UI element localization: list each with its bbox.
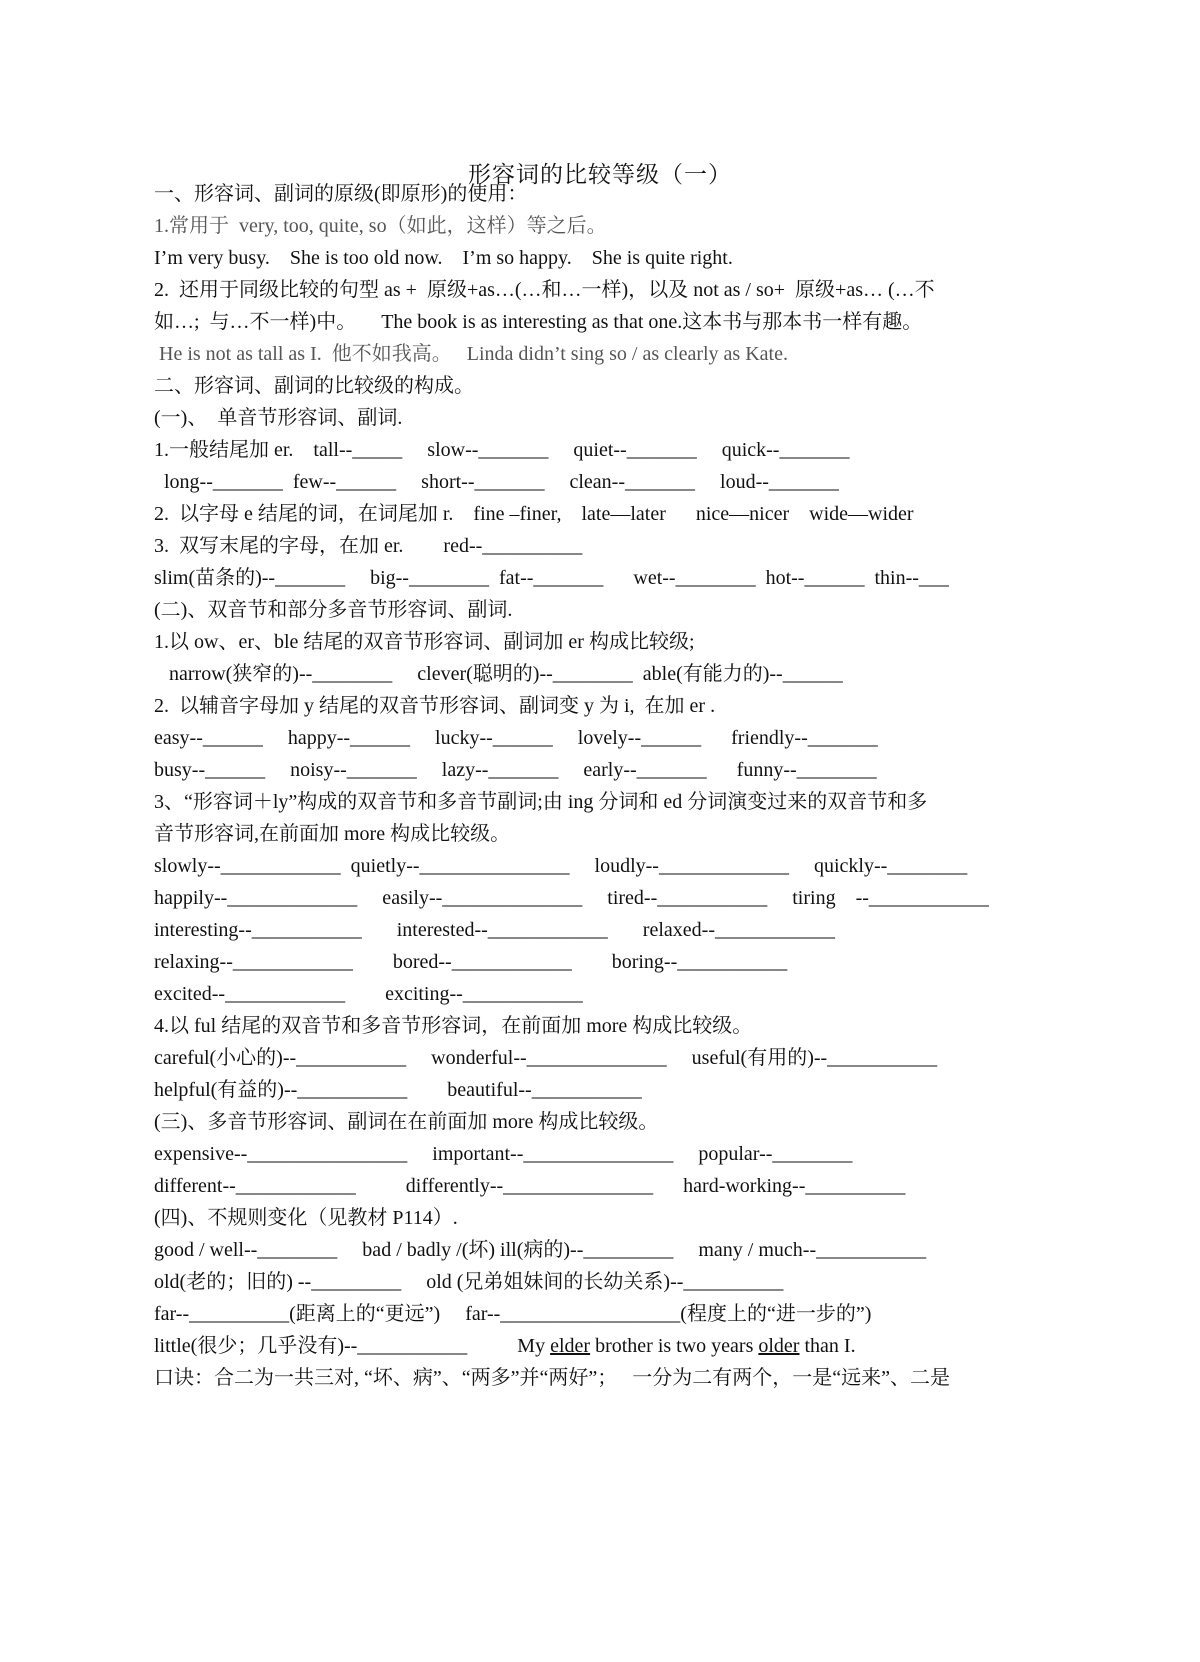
subsection-heading: (三)、多音节形容词、副词在在前面加 more 构成比较级。: [154, 1111, 659, 1133]
exercise-line: narrow(狭窄的)--________ clever(聪明的)--________ able(有能力的)--______: [154, 663, 843, 685]
exercise-line: careful(小心的)--___________ wonderful--______________ useful(有用的)--___________: [154, 1047, 938, 1069]
rule-line: 4.以 ful 结尾的双音节和多音节形容词，在前面加 more 构成比较级。: [154, 1015, 753, 1037]
subsection-heading: (一)、 单音节形容词、副词.: [154, 407, 403, 429]
underlined-word: older: [758, 1335, 800, 1357]
exercise-line: long--_______ few--______ short--_______ clean--_______ loud--_______: [154, 471, 839, 493]
exercise-line: far--__________(距离上的“更远”) far--__________________(程度上的“进一步的”): [154, 1303, 872, 1325]
exercise-line: excited--____________ exciting--____________: [154, 983, 583, 1005]
exercise-line: helpful(有益的)--___________ beautiful--___________: [154, 1079, 642, 1101]
exercise-line: interesting--___________ interested--____________ relaxed--____________: [154, 919, 835, 941]
rule-line: 如…; 与…不一样)中。 The book is as interesting as that one.这本书与那本书一样有趣。: [154, 311, 923, 333]
rule-line: 3. 双写末尾的字母，在加 er. red--__________: [154, 535, 583, 557]
exercise-line: busy--______ noisy--_______ lazy--_______ early--_______ funny--________: [154, 759, 877, 781]
rule-line: 2. 以字母 e 结尾的词，在词尾加 r. fine –finer, late—later nice—nicer wide—wider: [154, 503, 914, 525]
exercise-line: expensive--________________ important--_______________ popular--________: [154, 1143, 853, 1165]
section-heading: 二、形容词、副词的比较级的构成。: [154, 375, 474, 397]
exercise-line: slowly--____________ quietly--_______________ loudly--_____________ quickly--________: [154, 855, 968, 877]
exercise-line: 1.一般结尾加 er. tall--_____ slow--_______ quiet--_______ quick--_______: [154, 439, 850, 461]
underlined-word: elder: [550, 1335, 591, 1357]
exercise-line: different--____________ differently--_______________ hard-working--__________: [154, 1175, 906, 1197]
exercise-line: easy--______ happy--______ lucky--______ lovely--______ friendly--_______: [154, 727, 878, 749]
example-line: He is not as tall as I. 他不如我高。 Linda didn’t sing so / as clearly as Kate.: [154, 343, 788, 365]
mnemonic-line: 口诀：合二为一共三对, “坏、病”、“两多”并“两好”； 一分为二有两个，一是“远来”、二是: [154, 1367, 951, 1389]
rule-line: 2. 还用于同级比较的句型 as + 原级+as…(…和…一样)，以及 not as / so+ 原级+as… (…不: [154, 279, 935, 301]
rule-line: 2. 以辅音字母加 y 结尾的双音节形容词、副词变 y 为 i, 在加 er .: [154, 695, 716, 717]
subsection-heading: (四)、不规则变化（见教材 P114）.: [154, 1207, 458, 1229]
exercise-line: relaxing--____________ bored--____________ boring--___________: [154, 951, 788, 973]
rule-line: 1.以 ow、er、ble 结尾的双音节形容词、副词加 er 构成比较级;: [154, 631, 695, 653]
rule-line: 1.常用于 very, too, quite, so（如此，这样）等之后。: [154, 215, 607, 237]
example-line: I’m very busy. She is too old now. I’m so happy. She is quite right.: [154, 247, 733, 269]
section-heading: 一、形容词、副词的原级(即原形)的使用：: [154, 183, 528, 205]
subsection-heading: (二)、双音节和部分多音节形容词、副词.: [154, 599, 513, 621]
rule-line: 3、“形容词＋ly”构成的双音节和多音节副词;由 ing 分词和 ed 分词演变过来的双音节和多: [154, 791, 928, 813]
exercise-line: old(老的；旧的) --_________ old (兄弟姐妹间的长幼关系)--__________: [154, 1271, 784, 1293]
page-title: 形容词的比较等级（一）: [468, 162, 732, 187]
exercise-line: slim(苗条的)--_______ big--________ fat--_______ wet--________ hot--______ thin--___: [154, 567, 949, 589]
exercise-line: good / well--________ bad / badly /(坏) ill(病的)--_________ many / much--___________: [154, 1239, 927, 1261]
exercise-line: little(很少；几乎没有)--___________ My elder brother is two years older than I.: [154, 1335, 856, 1357]
rule-line: 音节形容词,在前面加 more 构成比较级。: [154, 823, 511, 845]
exercise-line: happily--_____________ easily--______________ tired--___________ tiring --____________: [154, 887, 989, 909]
